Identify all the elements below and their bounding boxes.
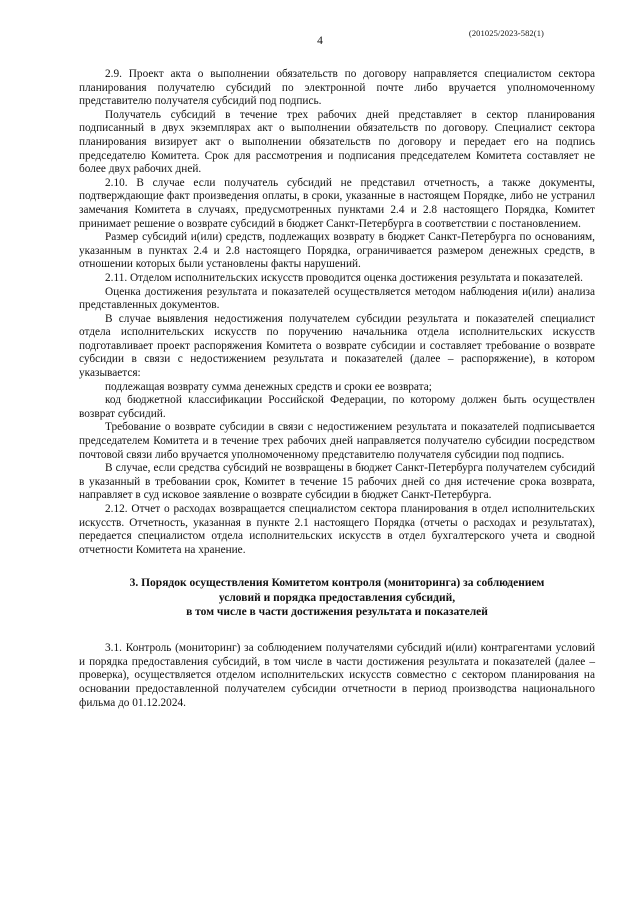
paragraph-2-11-refund-sum: подлежащая возврату сумма денежных средств и сроки ее возврата;	[105, 380, 432, 393]
paragraph-2-10: 2.10. В случае если получатель субсидий не представил отчетность, а также документы, подтверждающие факт произведения оплаты, в сроки, указанные в настоящем Порядке, либо не устранил замечания Комитета в случаях, предусмотренных пунктами 2.4 и 2.8 настоящего Порядка, Комитет принимает решение о возврате субсидий в бюджет Санкт-Петербурга в соответствии с постановлением.	[79, 176, 595, 230]
document-code: (201025/2023-582(1)	[468, 28, 544, 38]
paragraph-2-9: 2.9. Проект акта о выполнении обязательств по договору направляется специалистом сектора планирования получателю субсидий по электронной почте либо вручается уполномоченному представителю получателя субсидий под подпись.	[79, 68, 595, 108]
document-body	[79, 68, 595, 710]
paragraph-2-11-court-claim: В случае, если средства субсидий не возвращены в бюджет Санкт-Петербурга получателем субсидий в указанный в требовании срок, Комитет в течение 15 рабочих дней со дня истечение срока возврата, направляет в суд исковое заявление о возврате субсидии в бюджет Санкт-Петербурга.	[79, 462, 595, 502]
paragraph-2-10-refund-amount: Размер субсидий и(или) средств, подлежащих возврату в бюджет Санкт-Петербурга по основаниям, указанным в пунктах 2.4 и 2.8 настоящего Порядка, ограничивается размером денежных средств, в отношении которых были установлены факты нарушений.	[79, 231, 595, 271]
paragraph-2-9-act-signing: Получатель субсидий в течение трех рабочих дней представляет в сектор планирования подписанный в двух экземплярах акт о выполнении обязательств по договору. Специалист сектора планирования визирует акт о выполнении обязательств по договору и передает его на подпись председателю Комитета. Срок для рассмотрения и подписания председателем Комитета составляет не более двух рабочих дней.	[79, 108, 595, 176]
section-3-title	[79, 576, 595, 619]
paragraph-2-11-budget-code: код бюджетной классификации Российской Федерации, по которому должен быть осуществлен возврат субсидий.	[79, 394, 595, 420]
paragraph-2-11-non-achievement: В случае выявления недостижения получателем субсидии результата и показателей специалист отдела исполнительских искусств по поручению начальника отдела исполнительских искусств подготавливает проект распоряжения Комитета о возврате субсидии и составляет требование о возврате субсидии в связи с недостижением результата и показателей (далее – распоряжение), в котором указывается:	[79, 312, 595, 380]
paragraph-2-11-requirement: Требование о возврате субсидии в связи с недостижением результата и показателей подписывается председателем Комитета и в течение трех рабочих дней направляется получателю субсидии посредством почтовой связи либо вручается уполномоченному представителю получателя субсидии под подпись.	[79, 421, 595, 461]
section-3-title-line: условий и порядка предоставления субсидий,	[218, 591, 456, 604]
paragraph-2-11-assessment-method: Оценка достижения результата и показателей осуществляется методом наблюдения и(или) анализа представленных документов.	[79, 285, 595, 312]
page-number: 4	[317, 35, 323, 47]
paragraph-3-1: 3.1. Контроль (мониторинг) за соблюдением получателями субсидий и(или) контрагентами условий и порядка предоставления субсидий, в том числе в части достижения результата и показателей (далее – проверка), осуществляется отделом исполнительских искусств совместно с сектором планирования на основании предоставленной получателем субсидии отчетности в период производства национального фильма до 01.12.2024.	[79, 642, 595, 709]
section-3-title-line: в том числе в части достижения результата и показателей	[186, 605, 488, 618]
paragraph-2-11: 2.11. Отделом исполнительских искусств проводится оценка достижения результата и показателей.	[105, 271, 583, 284]
section-3-title-line: 3. Порядок осуществления Комитетом контроля (мониторинга) за соблюдением	[129, 577, 545, 590]
paragraph-2-12: 2.12. Отчет о расходах возвращается специалистом сектора планирования в отдел исполнительских искусств. Отчетность, указанная в пункте 2.1 настоящего Порядка (отчеты о расходах и результатах), передается специалистом отдела исполнительских искусств в отдел бухгалтерского учета и сводной отчетности Комитета на хранение.	[79, 503, 595, 556]
